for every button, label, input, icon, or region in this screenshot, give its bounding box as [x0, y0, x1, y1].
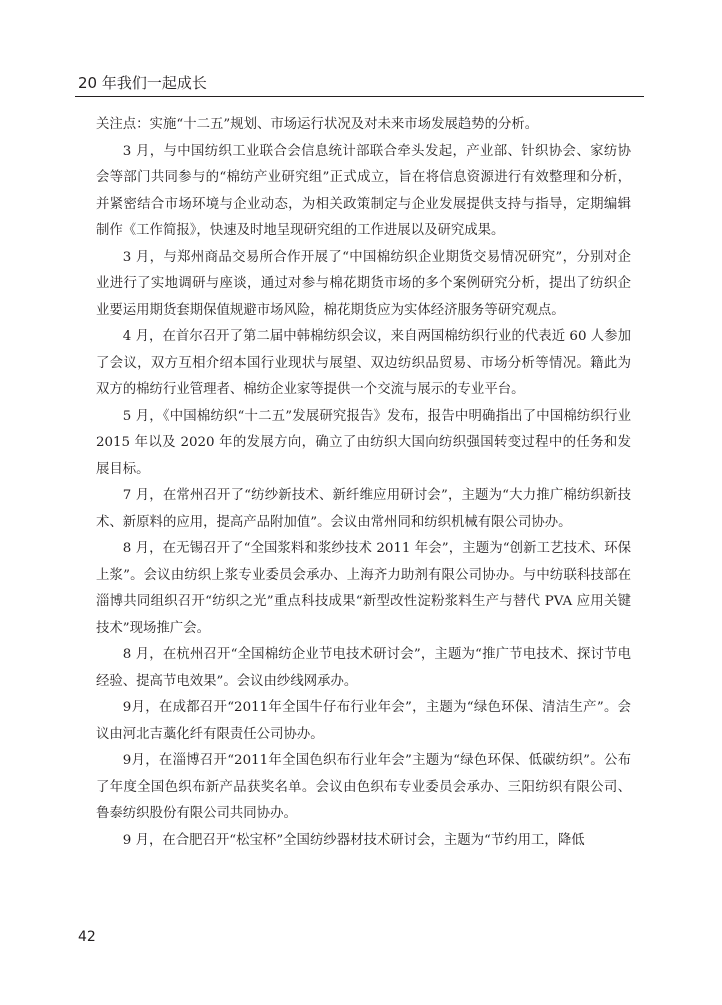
- paragraph-july-changzhou: 7 月，在常州召开了“纺纱新技术、新纤维应用研讨会”，主题为“大力推广棉纺织新技术、新原料的应用，提高产品附加值”。会议由常州同和纺织机械有限公司协办。: [96, 488, 631, 530]
- paragraph-march-research-group: 3 月，与中国纺织工业联合会信息统计部联合牵头发起，产业部、针织协会、家纺协会等部门共同参与的“棉纺产业研究组”正式成立，旨在将信息资源进行有效整理和分析，并紧密结合市场环境与企业动态，为相关政策制定与企业发展提供支持与指导，定期编辑制作《工作简报》，快速及时地呈现研究组的工作进展以及研究成果。: [96, 143, 631, 238]
- running-header: 20 年我们一起成长: [78, 74, 207, 92]
- paragraph-august-hangzhou: 8 月，在杭州召开“全国棉纺企业节电技术研讨会”，主题为“推广节电技术、探讨节电经验、提高节电效果”。会议由纱线网承办。: [96, 647, 631, 689]
- paragraph-august-wuxi: 8 月，在无锡召开了“全国浆料和浆纱技术 2011 年会”，主题为“创新工艺技术、环保上浆”。会议由纺织上浆专业委员会承办、上海齐力助剂有限公司协办。与中纺联科技部在淄博共同组织召开“纺织之光”重点科技成果“新型改性淀粉浆料生产与替代 PVA 应用关键技术”现场推广会。: [96, 541, 631, 636]
- page-number: 42: [78, 929, 96, 945]
- paragraph-april-seoul-conference: 4 月，在首尔召开了第二届中韩棉纺织会议，来自两国棉纺织行业的代表近 60 人参加了会议，双方互相介绍本国行业现状与展望、双边纺织品贸易、市场分析等情况。籍此为双方的棉纺行业管理者、棉纺企业家等提供一个交流与展示的专业平台。: [96, 329, 631, 397]
- paragraph-march-futures-study: 3 月，与郑州商品交易所合作开展了“中国棉纺织企业期货交易情况研究”，分别对企业进行了实地调研与座谈，通过对参与棉花期货市场的多个案例研究分析，提出了纺织企业要运用期货套期保值规避市场风险，棉花期货应为实体经济服务等研究观点。: [96, 249, 631, 318]
- paragraph-may-report: 5 月，《中国棉纺织“十二五”发展研究报告》发布，报告中明确指出了中国棉纺织行业 2015 年以及 2020 年的发展方向，确立了由纺织大国向纺织强国转变过程中的任务和发展目标。: [96, 408, 631, 477]
- paragraph-continued: 关注点：实施“十二五”规划、市场运行状况及对未来市场发展趋势的分析。: [96, 117, 539, 132]
- paragraph-september-hefei: 9 月，在合肥召开“松宝杯”全国纺纱器材技术研讨会，主题为“节约用工，降低: [122, 832, 585, 848]
- paragraph-september-chengdu: 9月，在成都召开“2011年全国牛仔布行业年会”，主题为“绿色环保、清洁生产”。会议由河北吉藁化纤有限责任公司协办。: [96, 700, 631, 742]
- paragraph-september-zibo: 9月，在淄博召开“2011年全国色织布行业年会”主题为“绿色环保、低碳纺织”。公布了年度全国色织布新产品获奖名单。会议由色织布专业委员会承办、三阳纺织有限公司、鲁泰纺织股份有限公司共同协办。: [96, 753, 631, 821]
- body-text: [96, 112, 631, 854]
- header-rule: [75, 96, 644, 97]
